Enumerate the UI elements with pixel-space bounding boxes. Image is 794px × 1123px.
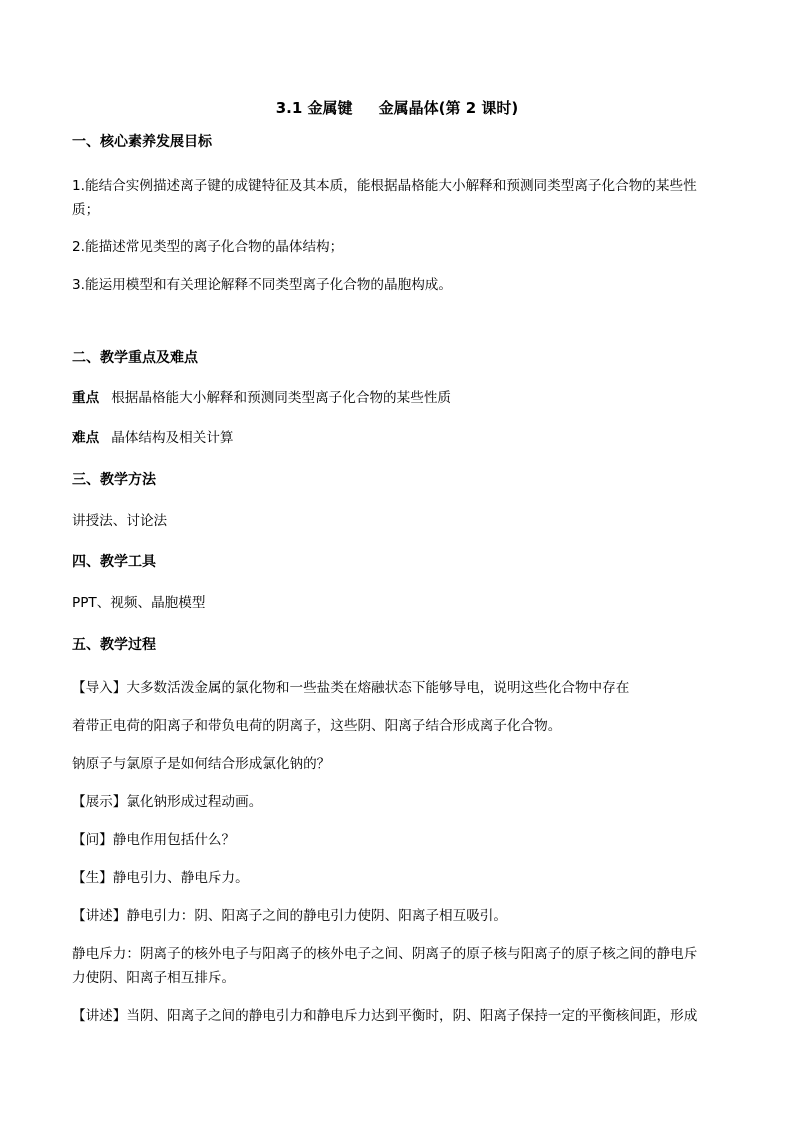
process-student-line [72,868,722,888]
difficult-point-row [72,428,722,448]
process-show-tag: 【展示】 [72,794,127,810]
process-lecture-tag-2: 【讲述】 [72,1008,127,1024]
process-intro-tag: 【导入】 [72,680,127,696]
process-intro-line-2: 着带正电荷的阳离子和带负电荷的阴离子，这些阴、阳离子结合形成离子化合物。 [72,718,562,734]
section-heading-goals: 一、核心素养发展目标 [72,134,212,150]
process-lecture-text-2: 当阴、阳离子之间的静电引力和静电斥力达到平衡时，阴、阳离子保持一定的平衡核间距，形成 [126,1008,698,1024]
process-lecture-line-1 [72,906,722,926]
difficult-point-label: 难点 [72,430,100,446]
process-ask-line [72,830,722,850]
process-repulsion-line-2: 力使阴、阳离子相互排斥。 [72,970,236,986]
process-student-text: 静电引力、静电斥力。 [112,870,249,886]
goal-3: 3.能运用模型和有关理论解释不同类型离子化合物的晶胞构成。 [72,277,452,293]
goal-1-line-1: 1.能结合实例描述离子键的成键特征及其本质，能根据晶格能大小解释和预测同类型离子化合物的某些性 [72,178,697,194]
process-show-line [72,792,722,812]
section-heading-key-points: 二、教学重点及难点 [72,350,198,366]
process-lecture-line-2 [72,1006,722,1026]
process-lecture-tag-1: 【讲述】 [72,908,127,924]
tools-text: PPT、视频、晶胞模型 [72,595,206,611]
section-heading-tools: 四、教学工具 [72,554,156,570]
process-intro-text: 大多数活泼金属的氯化物和一些盐类在熔融状态下能够导电，说明这些化合物中存在 [126,680,630,696]
key-point-text: 根据晶格能大小解释和预测同类型离子化合物的某些性质 [111,390,452,406]
document-title: 3.1 金属键 金属晶体(第 2 课时) [275,99,519,117]
process-ask-tag: 【问】 [72,832,113,848]
process-lecture-text-1: 静电引力：阴、阳离子之间的静电引力使阴、阳离子相互吸引。 [126,908,507,924]
key-point-label: 重点 [72,390,100,406]
process-question: 钠原子与氯原子是如何结合形成氯化钠的？ [72,756,331,772]
process-show-text: 氯化钠形成过程动画。 [126,794,263,810]
goal-1-line-2: 质； [72,202,100,218]
process-repulsion-line-1: 静电斥力：阴离子的核外电子与阳离子的核外电子之间、阴离子的原子核与阳离子的原子核之间的静电斥 [72,946,698,962]
goal-2: 2.能描述常见类型的离子化合物的晶体结构； [72,239,344,255]
section-heading-method: 三、教学方法 [72,472,156,488]
process-intro-line-1 [72,678,722,698]
process-ask-text: 静电作用包括什么？ [112,832,236,848]
process-student-tag: 【生】 [72,870,113,886]
key-point-row [72,388,722,408]
section-heading-process: 五、教学过程 [72,637,156,653]
method-text: 讲授法、讨论法 [72,513,168,529]
difficult-point-text: 晶体结构及相关计算 [111,430,234,446]
